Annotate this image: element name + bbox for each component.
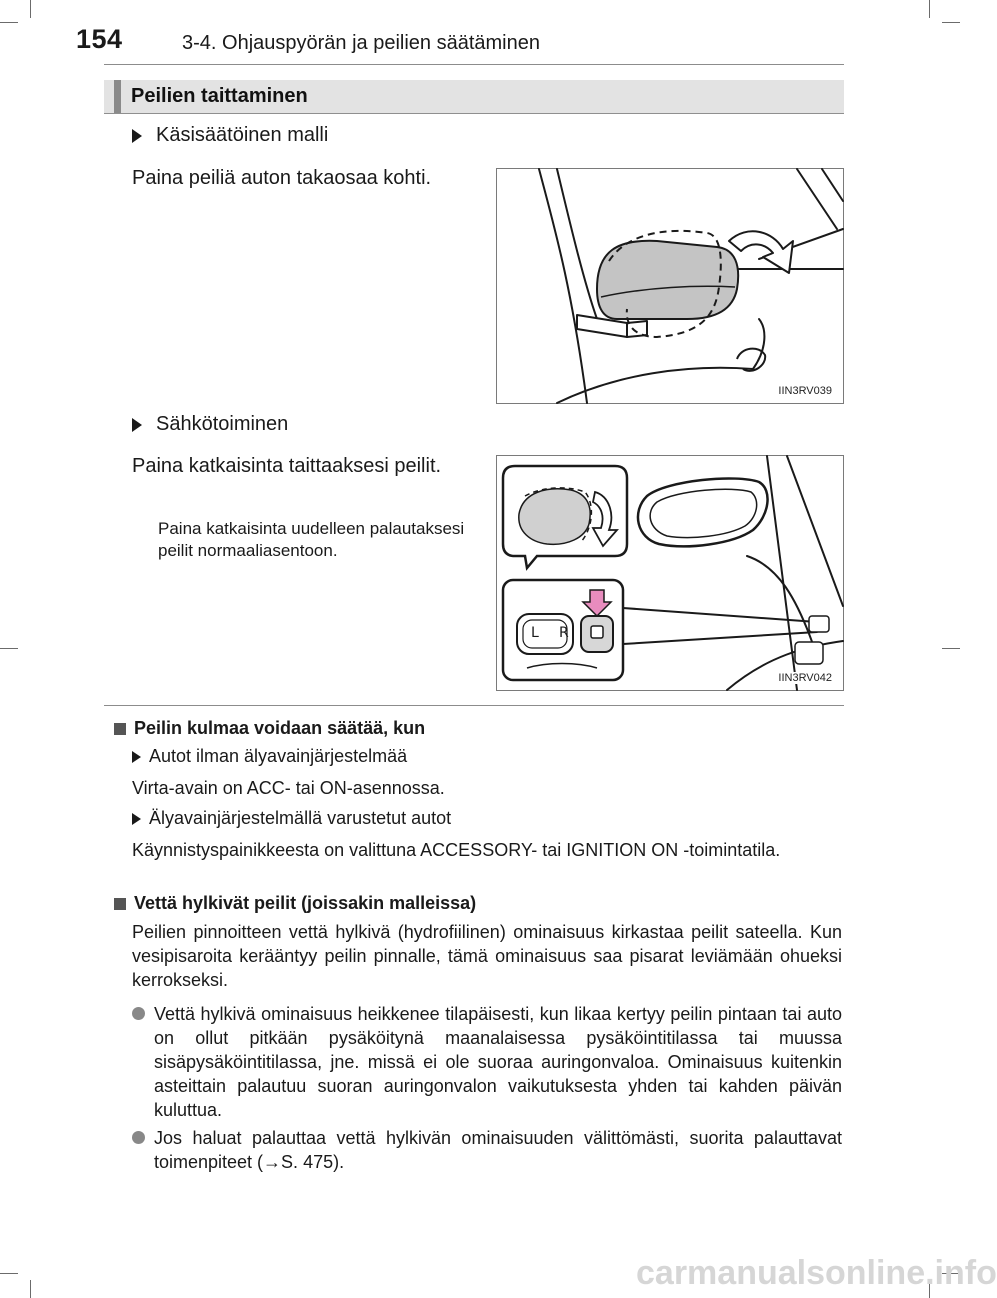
section-title: Peilien taittaminen bbox=[131, 85, 308, 107]
info-heading-water bbox=[114, 893, 476, 914]
header-rule bbox=[104, 64, 844, 65]
crop-mark bbox=[942, 648, 960, 649]
info-item-no-smart-key bbox=[132, 746, 407, 767]
info-item-smart-key-label: Älyavainjärjestelmällä varustetut autot bbox=[149, 808, 452, 828]
info-water-bullet-1 bbox=[132, 1002, 842, 1122]
chapter-title: 3-4. Ohjauspyörän ja peilien säätäminen bbox=[182, 32, 540, 54]
info-item-smart-key-text: Käynnistyspainikkeesta on valittuna ACCESSORY- tai IGNITION ON -toimintatila. bbox=[132, 840, 781, 860]
page-number: 154 bbox=[76, 24, 123, 54]
section-accent bbox=[114, 80, 121, 113]
info-item-no-smart-key-text: Virta-avain on ACC- tai ON-asennossa. bbox=[132, 778, 445, 798]
triangle-bullet-icon bbox=[132, 418, 142, 432]
info-heading-angle-text: Peilin kulmaa voidaan säätää, kun bbox=[134, 718, 426, 738]
triangle-bullet-icon bbox=[132, 129, 142, 143]
manual-mirror-illustration bbox=[497, 169, 843, 403]
watermark: carmanualsonline.info bbox=[636, 1254, 997, 1292]
square-bullet-icon bbox=[114, 723, 126, 735]
crop-mark bbox=[30, 1280, 31, 1298]
square-bullet-icon bbox=[114, 898, 126, 910]
triangle-bullet-icon bbox=[132, 813, 141, 825]
switch-left-label: L bbox=[531, 625, 539, 641]
figure-code: IIN3RV042 bbox=[778, 672, 832, 684]
info-item-smart-key bbox=[132, 808, 451, 829]
triangle-bullet-icon bbox=[132, 751, 141, 763]
section-divider bbox=[104, 705, 844, 706]
electric-model-label bbox=[132, 413, 288, 436]
crop-mark bbox=[0, 648, 18, 649]
electric-mirror-illustration bbox=[497, 456, 843, 690]
manual-mirror-figure bbox=[496, 168, 844, 404]
crop-mark bbox=[942, 22, 960, 23]
crop-mark bbox=[0, 22, 18, 23]
info-heading-water-text: Vettä hylkivät peilit (joissakin malleissa) bbox=[134, 893, 477, 913]
info-water-bullet-2-text: Jos haluat palauttaa vettä hylkivän ominaisuuden välittömästi, suorita palauttavat toimenpiteet (→S. 475). bbox=[154, 1128, 842, 1172]
info-water-bullet-1-text: Vettä hylkivä ominaisuus heikkenee tilapäisesti, kun likaa kertyy peilin pintaan tai auto on ollut pitkään pysäköitynä maanalaisessa pysäköintitilassa tai muussa sisäpysäköintitilassa, jne. missä ei ole suoraa auringonvaloa. Ominaisuus kuitenkin asteittain palautuu suoran auringonvalon vaikutuksesta yhden tai kahden päivän kuluttua. bbox=[154, 1004, 842, 1120]
manual-model-text: Käsisäätöinen malli bbox=[156, 124, 329, 146]
info-water-bullet-2 bbox=[132, 1126, 842, 1174]
info-item-no-smart-key-label: Autot ilman älyavainjärjestelmää bbox=[149, 746, 408, 766]
round-bullet-icon bbox=[132, 1007, 145, 1020]
switch-right-label: R bbox=[559, 625, 569, 641]
manual-instruction: Paina peiliä auton takaosaa kohti. bbox=[132, 167, 432, 189]
electric-instruction: Paina katkaisinta taittaaksesi peilit. bbox=[132, 455, 442, 477]
electric-model-text: Sähkötoiminen bbox=[156, 413, 289, 435]
electric-note: Paina katkaisinta uudelleen palautaksesi peilit normaaliasentoon. bbox=[158, 519, 465, 560]
section-title-bar bbox=[104, 80, 844, 114]
crop-mark bbox=[929, 0, 930, 18]
manual-model-label bbox=[132, 124, 328, 147]
figure-code: IIN3RV039 bbox=[778, 385, 832, 397]
info-water-text: Peilien pinnoitteen vettä hylkivä (hydrofiilinen) ominaisuus kirkastaa peilit sateella. Kun vesipisaroita kerääntyy peilin pinnalle, tämä ominaisuus saa pisarat leviämään ohueksi kerrokseksi. bbox=[132, 922, 842, 990]
crop-mark bbox=[0, 1273, 18, 1274]
info-heading-angle bbox=[114, 718, 425, 739]
electric-mirror-figure bbox=[496, 455, 844, 691]
round-bullet-icon bbox=[132, 1131, 145, 1144]
crop-mark bbox=[30, 0, 31, 18]
